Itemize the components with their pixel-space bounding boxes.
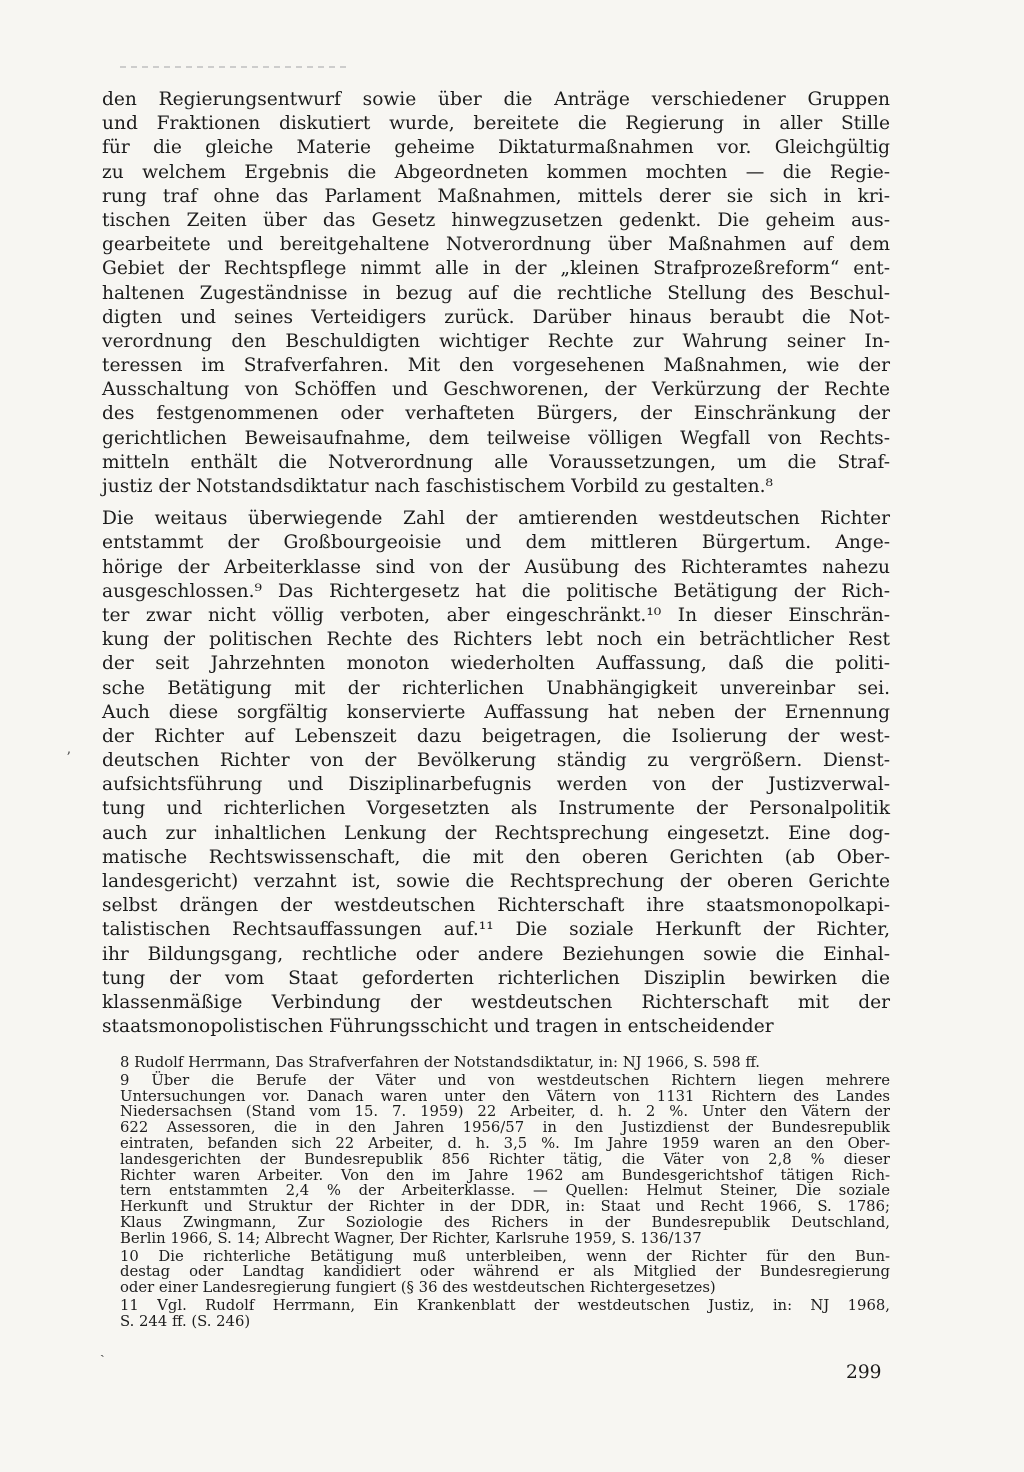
footnote-line: 10 Die richterliche Betätigung muß unterbleiben, wenn der Richter für den Bun- — [120, 1247, 890, 1265]
text-line: kung der politischen Rechte des Richters lebt noch ein beträchtlicher Rest — [102, 629, 890, 651]
footnote-line: eintraten, befanden sich 22 Arbeiter, d. h. 3,5 %. Im Jahre 1959 waren an den Ober- — [120, 1134, 890, 1152]
text-line: des festgenommenen oder verhafteten Bürgers, der Einschränkung der — [102, 403, 890, 425]
text-line: ter zwar nicht völlig verboten, aber eingeschränkt.¹⁰ In dieser Einschrän- — [102, 604, 890, 626]
text-line: rung traf ohne das Parlament Maßnahmen, mittels derer sie sich in kri- — [102, 185, 890, 207]
text-line: matische Rechtswissenschaft, die mit den oberen Gerichten (ab Ober- — [102, 846, 890, 868]
text-line: ihr Bildungsgang, rechtliche oder andere Beziehungen sowie die Einhal- — [102, 943, 890, 965]
text-line: ausgeschlossen.⁹ Das Richtergesetz hat die politische Betätigung der Rich- — [102, 580, 890, 602]
footnote-line: Herkunft und Struktur der Richter in der DDR, in: Staat und Recht 1966, S. 1786; — [120, 1198, 890, 1216]
text-line: Gebiet der Rechtspflege nimmt alle in der „kleinen Strafprozeßreform“ ent- — [102, 258, 890, 280]
text-line: der Richter auf Lebenszeit dazu beigetragen, die Isolierung der west- — [102, 725, 890, 747]
footnote-line: Berlin 1966, S. 14; Albrecht Wagner, Der Richter, Karlsruhe 1959, S. 136/137 — [120, 1229, 702, 1247]
main-text — [102, 88, 890, 1039]
footnote-line: S. 244 ff. (S. 246) — [120, 1312, 251, 1330]
text-line: und Fraktionen diskutiert wurde, bereitete die Regierung in aller Stille — [102, 113, 890, 135]
text-line: justiz der Notstandsdiktatur nach faschistischem Vorbild zu gestalten.⁸ — [102, 476, 773, 497]
text-line: staatsmonopolistischen Führungsschicht und tragen in entscheidender — [102, 1016, 774, 1038]
text-line: für die gleiche Materie geheime Diktaturmaßnahmen vor. Gleichgültig — [102, 137, 890, 159]
text-line: hörige der Arbeiterklasse sind von der Ausübung des Richteramtes nahezu — [102, 556, 890, 578]
text-line: den Regierungsentwurf sowie über die Anträge verschiedener Gruppen — [102, 89, 890, 110]
text-line: teressen im Strafverfahren. Mit den vorgesehenen Maßnahmen, wie der — [102, 355, 890, 377]
text-line: verordnung den Beschuldigten wichtiger Rechte zur Wahrung seiner In- — [102, 330, 890, 352]
stray-mark: ˎ — [100, 1342, 105, 1358]
print-artifact — [120, 66, 350, 68]
footnote-line: Klaus Zwingmann, Zur Soziologie des Richers in der Bundesrepublik Deutschland, — [120, 1213, 890, 1231]
footnote-line: 11 Vgl. Rudolf Herrmann, Ein Krankenblatt der westdeutschen Justiz, in: NJ 1968, — [120, 1296, 890, 1314]
footnote-line: destag oder Landtag kandidiert oder während er als Mitglied der Bundesregierung — [120, 1263, 890, 1281]
text-line: sche Betätigung mit der richterlichen Unabhängigkeit unvereinbar sei. — [102, 677, 890, 699]
stray-mark: ʼ — [66, 750, 71, 766]
text-line: gerichtlichen Beweisaufnahme, dem teilweise völligen Wegfall von Rechts- — [102, 427, 890, 449]
text-line: selbst drängen der westdeutschen Richterschaft ihre staatsmonopolkapi- — [102, 895, 890, 917]
footnote-line: 9 Über die Berufe der Väter und von westdeutschen Richtern liegen mehrere — [120, 1071, 890, 1089]
text-line: entstammt der Großbourgeoisie und dem mittleren Bürgertum. Ange- — [102, 532, 890, 554]
text-line: gearbeitete und bereitgehaltene Notverordnung über Maßnahmen auf dem — [102, 234, 890, 256]
text-line: deutschen Richter von der Bevölkerung ständig zu vergrößern. Dienst- — [102, 750, 890, 772]
text-line: tung und richterlichen Vorgesetzten als Instrumente der Personalpolitik — [102, 798, 890, 820]
text-line: aufsichtsführung und Disziplinarbefugnis werden von der Justizverwal- — [102, 774, 890, 796]
footnote-line: Richter waren Arbeiter. Von den im Jahre 1962 am Bundesgerichtshof tätigen Rich- — [120, 1166, 890, 1184]
footnote — [120, 1055, 890, 1071]
text-line: zu welchem Ergebnis die Abgeordneten kommen mochten — die Regie- — [102, 161, 890, 183]
footnote-line: tern entstammten 2,4 % der Arbeiterklasse. — Quellen: Helmut Steiner, Die soziale — [120, 1182, 890, 1200]
text-line: auch zur inhaltlichen Lenkung der Rechtsprechung eingesetzt. Eine dog- — [102, 822, 890, 844]
text-line: der seit Jahrzehnten monoton wiederholten Auffassung, daß die politi- — [102, 653, 890, 675]
text-line: Auch diese sorgfältig konservierte Auffassung hat neben der Ernennung — [102, 701, 890, 723]
text-line: tischen Zeiten über das Gesetz hinwegzusetzen gedenkt. Die geheim aus- — [102, 209, 890, 231]
footnotes — [120, 1055, 890, 1332]
footnote-line: Untersuchungen vor. Danach waren unter den Vätern von 1131 Richtern des Landes — [120, 1087, 890, 1105]
text-line: tung der vom Staat geforderten richterlichen Disziplin bewirken die — [102, 967, 890, 989]
text-line: Die weitaus überwiegende Zahl der amtierenden westdeutschen Richter — [102, 508, 890, 530]
text-line: Ausschaltung von Schöffen und Geschworenen, der Verkürzung der Rechte — [102, 379, 890, 401]
footnote-line: landesgerichten der Bundesrepublik 856 Richter tätig, die Väter von 2,8 % dieser — [120, 1150, 890, 1168]
paragraph — [102, 507, 890, 1039]
footnote-line: 8 Rudolf Herrmann, Das Strafverfahren der Notstandsdiktatur, in: NJ 1966, S. 598 ff. — [120, 1054, 761, 1071]
paragraph — [102, 88, 890, 499]
footnote — [120, 1249, 890, 1296]
text-line: talistischen Rechtsauffassungen auf.¹¹ Die soziale Herkunft der Richter, — [102, 919, 890, 941]
text-line: landesgericht) verzahnt ist, sowie die Rechtsprechung der oberen Gerichte — [102, 871, 890, 892]
footnote-line: oder einer Landesregierung fungiert (§ 36 des westdeutschen Richtergesetzes) — [120, 1279, 716, 1297]
page-number: 299 — [846, 1362, 882, 1383]
text-line: digten und seines Verteidigers zurück. Darüber hinaus beraubt die Not- — [102, 306, 890, 328]
footnote — [120, 1298, 890, 1330]
footnote — [120, 1073, 890, 1247]
footnote-line: Niedersachsen (Stand vom 15. 7. 1959) 22 Arbeiter, d. h. 2 %. Unter den Vätern der — [120, 1103, 890, 1121]
text-line: klassenmäßige Verbindung der westdeutschen Richterschaft mit der — [102, 991, 890, 1013]
text-line: mitteln enthält die Notverordnung alle Voraussetzungen, um die Straf- — [102, 451, 890, 473]
text-line: haltenen Zugeständnisse in bezug auf die rechtliche Stellung des Beschul- — [102, 282, 890, 304]
footnote-line: 622 Assessoren, die in den Jahren 1956/57 in den Justizdienst der Bundesrepublik — [120, 1119, 890, 1137]
